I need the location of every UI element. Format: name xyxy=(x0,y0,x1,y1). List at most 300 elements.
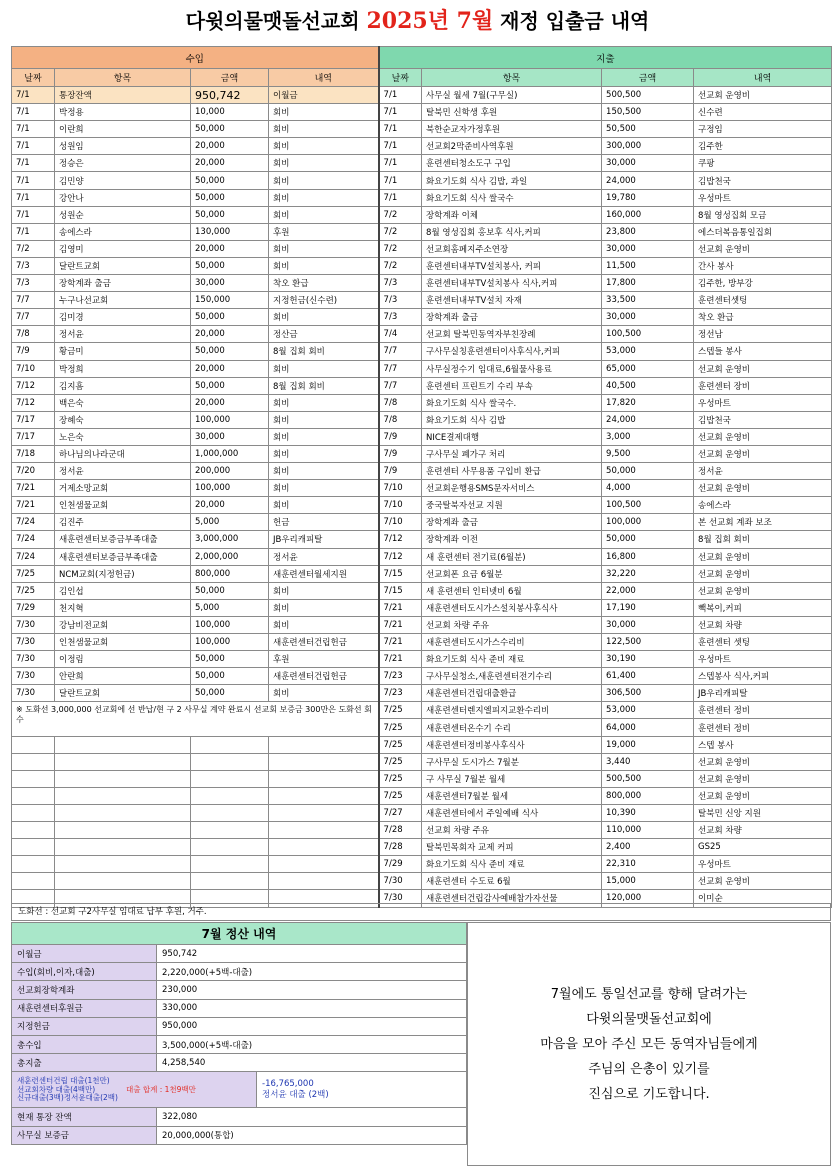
expense-amount: 122,500 xyxy=(602,634,694,651)
expense-detail: 탈북민 신앙 지원 xyxy=(694,804,832,821)
income-date: 7/18 xyxy=(12,445,55,462)
expense-detail: 우성마트 xyxy=(694,394,832,411)
income-empty-cell xyxy=(12,787,55,804)
income-item: 박정용 xyxy=(55,104,191,121)
income-detail: 헌금 xyxy=(269,514,379,531)
income-empty-cell xyxy=(55,753,191,770)
ledger-row xyxy=(12,514,832,531)
expense-amount: 24,000 xyxy=(602,411,694,428)
loan-value-note: 정서윤 대출 (2백) xyxy=(262,1089,329,1100)
expense-detail: 김밥천국 xyxy=(694,411,832,428)
income-detail: 8월 집회 회비 xyxy=(269,377,379,394)
expense-item: 화요기도회 식사 김밥 xyxy=(422,411,602,428)
expense-amount: 10,390 xyxy=(602,804,694,821)
ledger-row xyxy=(12,343,832,360)
summary-row xyxy=(12,999,467,1017)
expense-item: 화요기도회 식사 김밥, 과일 xyxy=(422,172,602,189)
expense-date: 7/21 xyxy=(379,599,422,616)
expense-date: 7/8 xyxy=(379,394,422,411)
ledger-row xyxy=(12,548,832,565)
expense-amount: 300,000 xyxy=(602,138,694,155)
expense-detail: 정선남 xyxy=(694,326,832,343)
expense-date: 7/9 xyxy=(379,463,422,480)
income-amount: 20,000 xyxy=(191,497,269,514)
expense-item: 선교회 탈북민동역자부친장례 xyxy=(422,326,602,343)
title-prefix: 다윗의물맷돌선교회 xyxy=(185,9,360,33)
expense-date: 7/10 xyxy=(379,497,422,514)
summary-value: 330,000 xyxy=(157,999,467,1017)
expense-date: 7/7 xyxy=(379,377,422,394)
ledger-row xyxy=(12,275,832,292)
summary-label: 현재 통장 잔액 xyxy=(12,1108,157,1126)
income-amount: 30,000 xyxy=(191,428,269,445)
income-col-date: 날짜 xyxy=(12,69,55,87)
income-detail: 회비 xyxy=(269,189,379,206)
ledger-row xyxy=(12,702,832,719)
expense-date: 7/27 xyxy=(379,804,422,821)
ledger-row xyxy=(12,497,832,514)
income-item: 새훈련센터보증금부족대출 xyxy=(55,548,191,565)
expense-detail: 스텝 봉사 xyxy=(694,736,832,753)
income-item: 장학계좌 출금 xyxy=(55,275,191,292)
expense-detail: 정서윤 xyxy=(694,463,832,480)
income-detail: 후원 xyxy=(269,651,379,668)
income-detail: 회비 xyxy=(269,155,379,172)
loan-line: 신규대출(3백)정서윤대출(2백) xyxy=(17,1093,118,1103)
expense-detail: 스텝들 봉사 xyxy=(694,343,832,360)
income-date: 7/21 xyxy=(12,497,55,514)
income-item: 성원임 xyxy=(55,138,191,155)
expense-date: 7/8 xyxy=(379,411,422,428)
expense-amount: 30,000 xyxy=(602,309,694,326)
income-date: 7/17 xyxy=(12,411,55,428)
income-item: 달란트교회 xyxy=(55,257,191,274)
loan-value-cell xyxy=(257,1072,467,1108)
income-detail: 새훈련센터건립헌금 xyxy=(269,634,379,651)
expense-amount: 24,000 xyxy=(602,172,694,189)
summary-row xyxy=(12,945,467,963)
expense-amount: 4,000 xyxy=(602,480,694,497)
summary-value: 20,000,000(통합) xyxy=(157,1126,467,1144)
income-item: 박정희 xyxy=(55,360,191,377)
income-item: 새훈련센터보증금부족대출 xyxy=(55,531,191,548)
loan-cell xyxy=(12,1072,257,1108)
expense-item: NICE결제대행 xyxy=(422,428,602,445)
income-detail: 지정헌금(신수련) xyxy=(269,292,379,309)
expense-amount: 16,800 xyxy=(602,548,694,565)
income-date: 7/1 xyxy=(12,138,55,155)
income-date: 7/24 xyxy=(12,548,55,565)
income-date: 7/1 xyxy=(12,223,55,240)
income-detail: 정산금 xyxy=(269,326,379,343)
ledger-row xyxy=(12,634,832,651)
loan-total: 대출 합계 : 1천9백만 xyxy=(125,1084,196,1094)
expense-item: 화요기도회 식사 쌀국수. xyxy=(422,394,602,411)
income-item: 황금미 xyxy=(55,343,191,360)
expense-detail: GS25 xyxy=(694,839,832,856)
expense-detail: 선교회 운영비 xyxy=(694,753,832,770)
expense-amount: 17,190 xyxy=(602,599,694,616)
ledger-row xyxy=(12,736,832,753)
expense-detail: 선교회 차량 xyxy=(694,616,832,633)
ledger-row xyxy=(12,873,832,890)
summary-value: 3,500,000(+5백-대출) xyxy=(157,1035,467,1053)
income-date: 7/30 xyxy=(12,685,55,702)
income-date: 7/30 xyxy=(12,651,55,668)
ledger-row xyxy=(12,822,832,839)
income-item: NCM교회(지정헌금) xyxy=(55,565,191,582)
income-detail: 회비 xyxy=(269,309,379,326)
expense-date: 7/4 xyxy=(379,326,422,343)
expense-date: 7/1 xyxy=(379,172,422,189)
ledger-row xyxy=(12,223,832,240)
expense-date: 7/7 xyxy=(379,343,422,360)
income-amount: 50,000 xyxy=(191,685,269,702)
income-date: 7/25 xyxy=(12,582,55,599)
expense-amount: 32,220 xyxy=(602,565,694,582)
income-empty-cell xyxy=(191,787,269,804)
expense-date: 7/10 xyxy=(379,514,422,531)
income-date: 7/7 xyxy=(12,309,55,326)
income-date: 7/17 xyxy=(12,428,55,445)
income-date: 7/24 xyxy=(12,531,55,548)
summary-row xyxy=(12,1126,467,1144)
expense-detail: 구정임 xyxy=(694,121,832,138)
income-date: 7/20 xyxy=(12,463,55,480)
expense-item: 구 사무실 7월분 월세 xyxy=(422,770,602,787)
expense-item: 선교회 차량 주유 xyxy=(422,616,602,633)
income-empty-cell xyxy=(12,770,55,787)
income-empty-cell xyxy=(191,736,269,753)
income-detail: 회비 xyxy=(269,685,379,702)
expense-date: 7/28 xyxy=(379,822,422,839)
expense-amount: 306,500 xyxy=(602,685,694,702)
expense-detail: 훈련센터 셋팅 xyxy=(694,634,832,651)
income-item: 성원순 xyxy=(55,206,191,223)
loan-list xyxy=(17,1077,251,1103)
summary-label: 총지출 xyxy=(12,1054,157,1072)
expense-item: 선교회 차량 주유 xyxy=(422,822,602,839)
expense-detail: 김주한 xyxy=(694,138,832,155)
expense-amount: 64,000 xyxy=(602,719,694,736)
ledger-row xyxy=(12,582,832,599)
income-item: 정서윤 xyxy=(55,463,191,480)
loan-line: 선교회차량 대출(4백만) xyxy=(17,1084,96,1094)
expense-date: 7/25 xyxy=(379,770,422,787)
income-amount: 800,000 xyxy=(191,565,269,582)
income-amount: 50,000 xyxy=(191,172,269,189)
income-item: 이란희 xyxy=(55,121,191,138)
ledger-row xyxy=(12,445,832,462)
message-line: 7월에도 통일선교를 향해 달려가는 xyxy=(550,986,748,1002)
income-empty-cell xyxy=(269,822,379,839)
income-empty-cell xyxy=(12,804,55,821)
income-item: 이정림 xyxy=(55,651,191,668)
income-item: 통장잔액 xyxy=(55,87,191,104)
ledger-row xyxy=(12,480,832,497)
income-detail: 회비 xyxy=(269,206,379,223)
expense-item: 선교회운행용SMS문자서비스 xyxy=(422,480,602,497)
expense-amount: 50,500 xyxy=(602,121,694,138)
income-item: 김진주 xyxy=(55,514,191,531)
expense-date: 7/30 xyxy=(379,873,422,890)
income-amount: 50,000 xyxy=(191,309,269,326)
ledger-row xyxy=(12,104,832,121)
expense-amount: 3,000 xyxy=(602,428,694,445)
expense-item: 새훈련센터렌지엘피지교환수리비 xyxy=(422,702,602,719)
income-detail: 정서윤 xyxy=(269,548,379,565)
income-empty-cell xyxy=(55,822,191,839)
income-item: 김지흠 xyxy=(55,377,191,394)
ledger-row xyxy=(12,599,832,616)
expense-detail: 우성마트 xyxy=(694,189,832,206)
expense-item: 장학계좌 출금 xyxy=(422,514,602,531)
expense-date: 7/1 xyxy=(379,138,422,155)
ledger-row xyxy=(12,240,832,257)
summary-value: 230,000 xyxy=(157,981,467,999)
expense-amount: 15,000 xyxy=(602,873,694,890)
expense-detail: 선교회 운영비 xyxy=(694,582,832,599)
income-item: 누구나선교회 xyxy=(55,292,191,309)
expense-amount: 30,000 xyxy=(602,240,694,257)
expense-date: 7/2 xyxy=(379,206,422,223)
expense-item: 사무실정수기 임대료,6월물사용료 xyxy=(422,360,602,377)
expense-item: 사무실 월세 7월(구무실) xyxy=(422,87,602,104)
summary-title: 7월 정산 내역 xyxy=(12,923,467,945)
income-amount: 20,000 xyxy=(191,360,269,377)
expense-date: 7/25 xyxy=(379,787,422,804)
expense-amount: 19,780 xyxy=(602,189,694,206)
income-amount: 50,000 xyxy=(191,668,269,685)
summary-label: 이월금 xyxy=(12,945,157,963)
expense-amount: 30,190 xyxy=(602,651,694,668)
expense-detail: 김밥천국 xyxy=(694,172,832,189)
expense-item: 훈련센터내부TV설치 자재 xyxy=(422,292,602,309)
thanks-message xyxy=(467,922,831,1166)
expense-amount: 40,500 xyxy=(602,377,694,394)
expense-detail: 선교회 차량 xyxy=(694,822,832,839)
income-detail: 새훈련센터월세지원 xyxy=(269,565,379,582)
summary-value: 950,000 xyxy=(157,1017,467,1035)
expense-amount: 22,310 xyxy=(602,856,694,873)
expense-detail: 스텝봉사 식사,커피 xyxy=(694,668,832,685)
expense-detail: 8월 영성집회 모금 xyxy=(694,206,832,223)
income-date: 7/3 xyxy=(12,257,55,274)
expense-detail: 선교회 운영비 xyxy=(694,428,832,445)
title-period: 2025년 7월 xyxy=(366,8,494,34)
income-amount: 50,000 xyxy=(191,343,269,360)
ledger-row xyxy=(12,804,832,821)
expense-detail: 선교회 운영비 xyxy=(694,360,832,377)
expense-col-amount: 금액 xyxy=(602,69,694,87)
summary-value: 950,742 xyxy=(157,945,467,963)
expense-item: 화요기도회 식사 쌀국수 xyxy=(422,189,602,206)
expense-detail: 신수련 xyxy=(694,104,832,121)
expense-detail: 선교회 운영비 xyxy=(694,480,832,497)
expense-item: 새 훈련센터 인터넷비 6월 xyxy=(422,582,602,599)
summary-row xyxy=(12,1035,467,1053)
expense-date: 7/21 xyxy=(379,634,422,651)
ledger-row xyxy=(12,531,832,548)
income-empty-cell xyxy=(191,873,269,890)
income-empty-cell xyxy=(55,736,191,753)
expense-detail: 선교회 운영비 xyxy=(694,565,832,582)
expense-date: 7/2 xyxy=(379,257,422,274)
ledger-row xyxy=(12,856,832,873)
income-amount: 20,000 xyxy=(191,240,269,257)
expense-amount: 100,500 xyxy=(602,497,694,514)
income-date: 7/30 xyxy=(12,616,55,633)
income-empty-cell xyxy=(55,839,191,856)
income-item: 정서윤 xyxy=(55,326,191,343)
ledger-row xyxy=(12,668,832,685)
expense-date: 7/1 xyxy=(379,104,422,121)
income-date: 7/30 xyxy=(12,634,55,651)
income-item: 인천샘물교회 xyxy=(55,634,191,651)
expense-detail: 간사 봉사 xyxy=(694,257,832,274)
income-item: 거제소망교회 xyxy=(55,480,191,497)
expense-item: 새훈련센터7월분 월세 xyxy=(422,787,602,804)
income-col-item: 항목 xyxy=(55,69,191,87)
income-amount: 50,000 xyxy=(191,377,269,394)
expense-detail: 우성마트 xyxy=(694,856,832,873)
expense-detail: 선교회 운영비 xyxy=(694,445,832,462)
loan-value: -16,765,000 xyxy=(262,1078,314,1089)
expense-amount: 11,500 xyxy=(602,257,694,274)
expense-item: 구사무실 폐가구 처리 xyxy=(422,445,602,462)
income-date: 7/21 xyxy=(12,480,55,497)
ledger-row xyxy=(12,685,832,702)
income-amount: 1,000,000 xyxy=(191,445,269,462)
income-date: 7/1 xyxy=(12,172,55,189)
expense-date: 7/9 xyxy=(379,428,422,445)
expense-amount: 17,820 xyxy=(602,394,694,411)
income-date: 7/1 xyxy=(12,189,55,206)
income-date: 7/25 xyxy=(12,565,55,582)
income-detail: JB우리캐피탈 xyxy=(269,531,379,548)
income-item: 강안나 xyxy=(55,189,191,206)
income-detail: 후원 xyxy=(269,223,379,240)
income-item: 정승은 xyxy=(55,155,191,172)
income-amount: 100,000 xyxy=(191,411,269,428)
expense-item: 새훈련센터온수기 수리 xyxy=(422,719,602,736)
expense-item: 새 훈련센터 전기료(6월분) xyxy=(422,548,602,565)
income-col-detail: 내역 xyxy=(269,69,379,87)
expense-item: 중국탈북자선교 지원 xyxy=(422,497,602,514)
expense-date: 7/1 xyxy=(379,87,422,104)
expense-date: 7/1 xyxy=(379,155,422,172)
income-item: 김영미 xyxy=(55,240,191,257)
expense-date: 7/25 xyxy=(379,719,422,736)
footnote: 도화선 : 선교회 구2사무실 임대료 납부 후원, 거주. xyxy=(11,903,831,921)
expense-section-header: 지출 xyxy=(379,47,832,69)
income-amount: 5,000 xyxy=(191,514,269,531)
income-empty-cell xyxy=(191,839,269,856)
summary-value: 322,080 xyxy=(157,1108,467,1126)
expense-amount: 9,500 xyxy=(602,445,694,462)
expense-detail: 이미순 xyxy=(694,890,832,907)
loan-value-box xyxy=(262,1079,461,1101)
income-date: 7/1 xyxy=(12,155,55,172)
income-amount: 200,000 xyxy=(191,463,269,480)
expense-date: 7/15 xyxy=(379,565,422,582)
expense-amount: 50,000 xyxy=(602,463,694,480)
ledger-row xyxy=(12,309,832,326)
income-amount: 950,742 xyxy=(191,87,269,104)
income-amount: 130,000 xyxy=(191,223,269,240)
income-item: 천지혁 xyxy=(55,599,191,616)
income-detail: 회비 xyxy=(269,172,379,189)
expense-detail: 쿠팡 xyxy=(694,155,832,172)
loan-line: 새훈련센터건립 대출(1천만) xyxy=(17,1075,110,1085)
expense-detail: 본 선교회 계좌 보조 xyxy=(694,514,832,531)
expense-item: 새훈련센터건립대출환급 xyxy=(422,685,602,702)
income-amount: 150,000 xyxy=(191,292,269,309)
income-date: 7/10 xyxy=(12,360,55,377)
ledger-row xyxy=(12,121,832,138)
ledger-row xyxy=(12,87,832,104)
expense-date: 7/1 xyxy=(379,121,422,138)
expense-date: 7/25 xyxy=(379,702,422,719)
expense-item: 구사무실청소,새훈련센터전기수리 xyxy=(422,668,602,685)
expense-detail: 훈련센터셋팅 xyxy=(694,292,832,309)
expense-date: 7/23 xyxy=(379,668,422,685)
summary-label: 수입(회비,이자,대출) xyxy=(12,963,157,981)
income-date: 7/2 xyxy=(12,240,55,257)
expense-detail: 8월 집회 회비 xyxy=(694,531,832,548)
income-date: 7/3 xyxy=(12,275,55,292)
summary-row xyxy=(12,981,467,999)
income-detail: 착오 환급 xyxy=(269,275,379,292)
income-empty-cell xyxy=(55,804,191,821)
expense-detail: 송에스라 xyxy=(694,497,832,514)
ledger-row xyxy=(12,428,832,445)
income-section-header: 수입 xyxy=(12,47,379,69)
income-amount: 50,000 xyxy=(191,189,269,206)
ledger-table xyxy=(11,46,832,908)
income-empty-cell xyxy=(12,736,55,753)
expense-detail: 에스더복음통일집회 xyxy=(694,223,832,240)
ledger-row xyxy=(12,360,832,377)
income-detail: 8월 집회 회비 xyxy=(269,343,379,360)
message-line: 다윗의물맷돌선교회에 xyxy=(586,1011,712,1027)
expense-detail: 선교회 운영비 xyxy=(694,873,832,890)
income-amount: 50,000 xyxy=(191,651,269,668)
income-detail: 이월금 xyxy=(269,87,379,104)
income-detail: 회비 xyxy=(269,360,379,377)
expense-amount: 110,000 xyxy=(602,822,694,839)
page-title xyxy=(0,0,835,45)
income-item: 장혜숙 xyxy=(55,411,191,428)
message-line: 주님의 은총이 있기를 xyxy=(588,1061,710,1077)
expense-amount: 100,000 xyxy=(602,514,694,531)
expense-detail: 선교회 운영비 xyxy=(694,548,832,565)
summary-row xyxy=(12,1108,467,1126)
income-empty-cell xyxy=(12,822,55,839)
expense-item: 구사무실 도시가스 7월분 xyxy=(422,753,602,770)
expense-col-item: 항목 xyxy=(422,69,602,87)
expense-date: 7/28 xyxy=(379,839,422,856)
expense-date: 7/25 xyxy=(379,736,422,753)
income-item: 강남비전교회 xyxy=(55,616,191,633)
income-col-amount: 금액 xyxy=(191,69,269,87)
income-empty-cell xyxy=(191,753,269,770)
expense-item: 장학계좌 출금 xyxy=(422,309,602,326)
income-empty-cell xyxy=(269,856,379,873)
expense-amount: 50,000 xyxy=(602,531,694,548)
expense-amount: 30,000 xyxy=(602,616,694,633)
ledger-row xyxy=(12,189,832,206)
